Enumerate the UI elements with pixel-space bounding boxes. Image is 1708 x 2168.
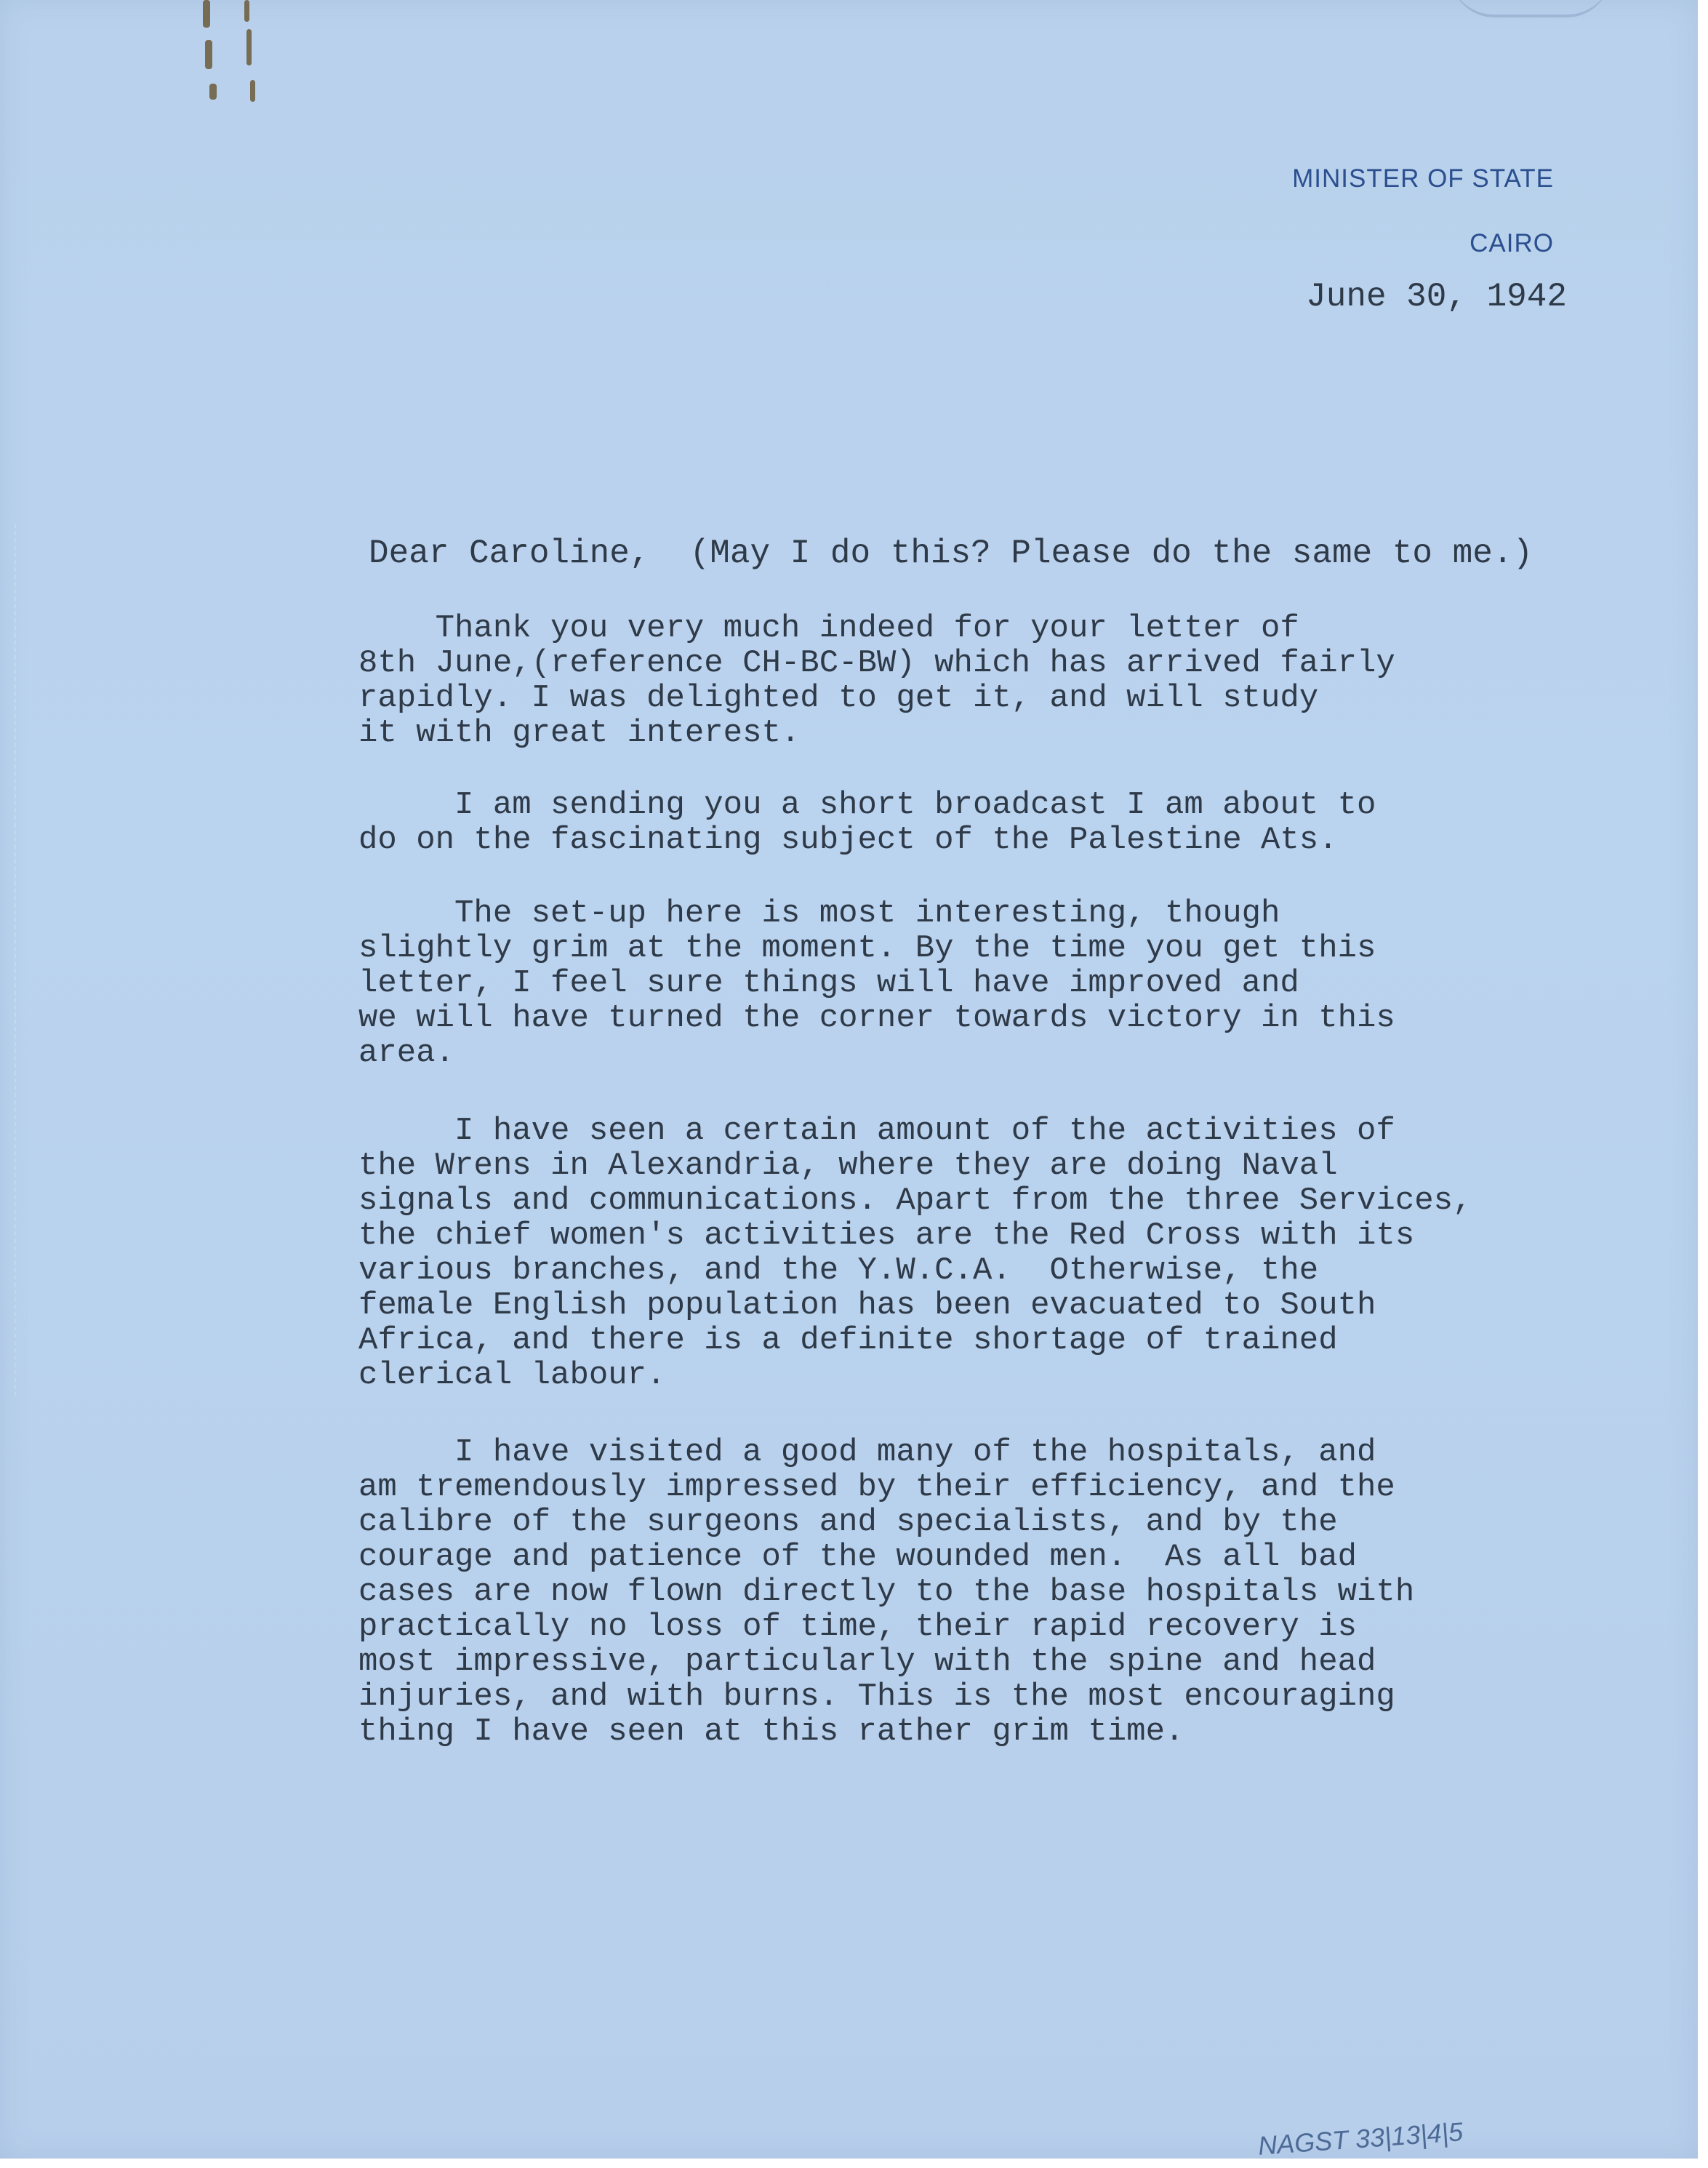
archive-reference: NAGST 33|13|4|5 <box>1256 2116 1464 2161</box>
letter-paragraph: Thank you very much indeed for your letter of 8th June,(reference CH-BC-BW) which has arrived fairly rapidly. I was delighted to get it, and will study it with great interest. <box>358 610 1395 751</box>
staple-mark <box>209 84 217 100</box>
faded-edge-stamp <box>15 524 89 1396</box>
letter-paragraph: I have seen a certain amount of the activities of the Wrens in Alexandria, where they are doing Naval signals and communications. Apart from the three Services, the chief women's activities are the Red Cross with its various branches, and the Y.W.C.A. Otherwise, the female English population has been evacuated to South Africa, and there is a definite shortage of trained clerical labour. <box>358 1113 1472 1393</box>
staple-mark <box>205 40 212 69</box>
letter-paragraph: I am sending you a short broadcast I am about to do on the fascinating subject of the Palestine Ats. <box>358 787 1376 858</box>
letter-paragraph: The set-up here is most interesting, though slightly grim at the moment. By the time you get this letter, I feel sure things will have improved and we will have turned the corner towards victory in this area. <box>358 895 1395 1071</box>
salutation: Dear Caroline, (May I do this? Please do the same to me.) <box>369 535 1533 572</box>
staple-mark <box>250 80 255 102</box>
staple-mark <box>244 0 249 22</box>
letterhead-city: CAIRO <box>1470 229 1554 257</box>
staple-mark <box>246 29 252 65</box>
staple-mark <box>203 0 210 28</box>
pencil-mark <box>1451 0 1611 17</box>
letter-date: June 30, 1942 <box>1306 278 1567 316</box>
letterhead-title: MINISTER OF STATE <box>1292 164 1554 193</box>
letter-paragraph: I have visited a good many of the hospitals, and am tremendously impressed by their efficiency, and the calibre of the surgeons and specialists, and by the courage and patience of the wounded men. As all bad cases are now flown directly to the base hospitals with practically no loss of time, their rapid recovery is most impressive, particularly with the spine and head injuries, and with burns. This is the most encouraging thing I have seen at this rather grim time. <box>358 1434 1415 1750</box>
